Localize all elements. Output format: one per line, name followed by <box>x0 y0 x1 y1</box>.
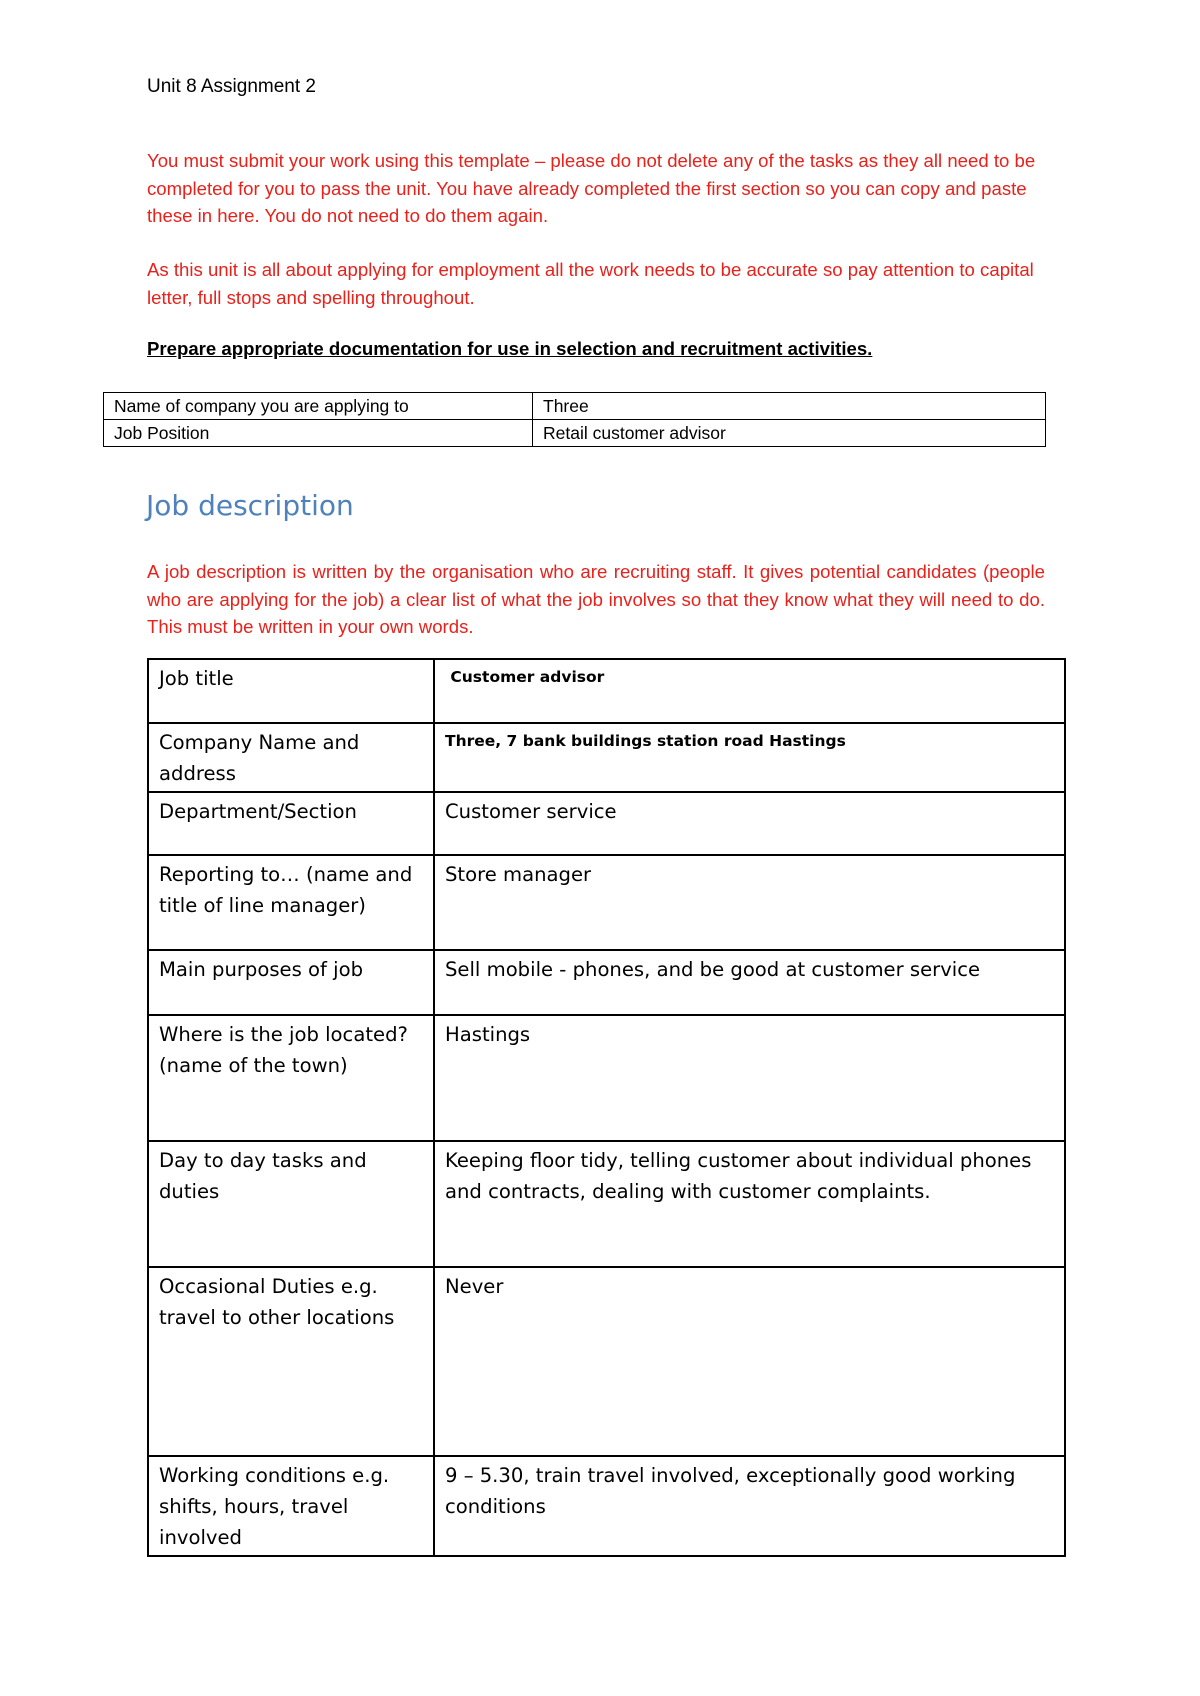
table-row <box>148 855 1065 950</box>
job-location-label: Where is the job located? (name of the town) <box>148 1015 434 1141</box>
daily-tasks-label: Day to day tasks and duties <box>148 1141 434 1267</box>
job-title-value[interactable]: Customer advisor <box>434 659 1065 723</box>
table-row <box>148 659 1065 723</box>
company-name-value[interactable]: Three <box>533 393 1046 420</box>
job-title-label: Job title <box>148 659 434 723</box>
company-address-label: Company Name and address <box>148 723 434 792</box>
instruction-paragraph-1: You must submit your work using this template – please do not delete any of the tasks as they all need to be completed for you to pass the unit. You have already completed the first section so you can copy and paste these in here. You do not need to do them again. <box>147 150 1036 226</box>
occasional-duties-label: Occasional Duties e.g. travel to other locations <box>148 1267 434 1456</box>
job-position-label: Job Position <box>104 420 533 447</box>
reporting-to-value[interactable]: Store manager <box>434 855 1065 950</box>
department-label: Department/Section <box>148 792 434 855</box>
working-conditions-value[interactable]: 9 – 5.30, train travel involved, exceptionally good working conditions <box>434 1456 1065 1556</box>
table-row <box>148 1015 1065 1141</box>
daily-tasks-value[interactable]: Keeping floor tidy, telling customer about individual phones and contracts, dealing with customer complaints. <box>434 1141 1065 1267</box>
company-table <box>103 392 1046 447</box>
occasional-duties-value[interactable]: Never <box>434 1267 1065 1456</box>
table-row <box>148 723 1065 792</box>
job-description-heading: Job description <box>146 489 354 522</box>
working-conditions-label: Working conditions e.g. shifts, hours, travel involved <box>148 1456 434 1556</box>
table-row <box>104 393 1046 420</box>
table-row <box>148 792 1065 855</box>
table-row <box>148 950 1065 1015</box>
table-row <box>148 1141 1065 1267</box>
job-position-value[interactable]: Retail customer advisor <box>533 420 1046 447</box>
company-name-label: Name of company you are applying to <box>104 393 533 420</box>
company-address-value[interactable]: Three, 7 bank buildings station road Hastings <box>434 723 1065 792</box>
department-value[interactable]: Customer service <box>434 792 1065 855</box>
reporting-to-label: Reporting to… (name and title of line manager) <box>148 855 434 950</box>
table-row <box>148 1267 1065 1456</box>
job-description-intro: A job description is written by the organisation who are recruiting staff. It gives potential candidates (people who are applying for the job) a clear list of what the job involves so that they know what they will need to do. This must be written in your own words. <box>147 561 1045 637</box>
main-purposes-value[interactable]: Sell mobile - phones, and be good at customer service <box>434 950 1065 1015</box>
page-header: Unit 8 Assignment 2 <box>147 76 316 97</box>
job-location-value[interactable]: Hastings <box>434 1015 1065 1141</box>
task-heading: Prepare appropriate documentation for use in selection and recruitment activities. <box>147 338 873 359</box>
main-purposes-label: Main purposes of job <box>148 950 434 1015</box>
table-row <box>148 1456 1065 1556</box>
job-description-table <box>147 658 1066 1557</box>
instruction-paragraph-2: As this unit is all about applying for employment all the work needs to be accurate so pay attention to capital letter, full stops and spelling throughout. <box>147 259 1034 308</box>
table-row <box>104 420 1046 447</box>
